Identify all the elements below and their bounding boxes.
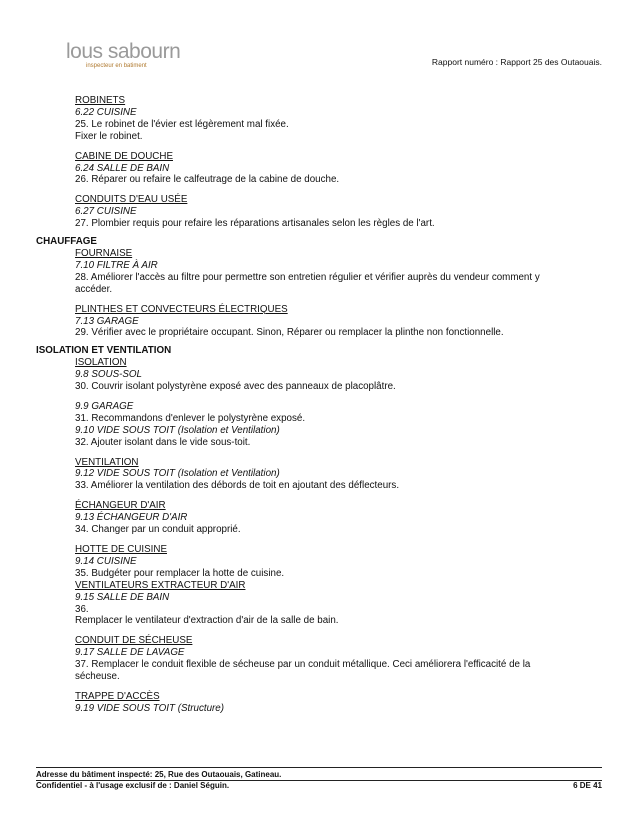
section-item: Remplacer le ventilateur d'extraction d'air de la salle de bain. — [75, 615, 339, 627]
section-ref: 9.19 VIDE SOUS TOIT (Structure) — [75, 702, 224, 714]
section-fournaise — [36, 248, 602, 296]
category-isolation-ventilation: ISOLATION ET VENTILATION — [36, 345, 172, 357]
section-title: VENTILATION — [75, 456, 139, 468]
section-item: 27. Plombier requis pour refaire les réparations artisanales selon les règles de l'art. — [75, 218, 435, 230]
section-item: 28. Améliorer l'accès au filtre pour permettre son entretien régulier et vérifier auprès du vendeur comment y — [75, 271, 540, 283]
report-number: Rapport numéro : Rapport 25 des Outaouais. — [431, 57, 602, 67]
section-title: HOTTE DE CUISINE — [75, 544, 167, 555]
section-hotte-cuisine — [36, 544, 602, 627]
section-ref: 6.27 CUISINE — [75, 206, 137, 218]
section-title: ÉCHANGEUR D'AIR — [75, 500, 166, 512]
section-title: CABINE DE DOUCHE — [75, 150, 173, 162]
footer-address: Adresse du bâtiment inspecté: 25, Rue des Outaouais, Gatineau. — [36, 770, 282, 779]
section-garage-isolation — [36, 401, 602, 449]
section-item: Fixer le robinet. — [75, 130, 143, 142]
section-item: sécheuse. — [75, 671, 120, 683]
section-ref: 9.12 VIDE SOUS TOIT (Isolation et Ventilation) — [75, 468, 280, 480]
page-footer — [36, 767, 602, 791]
section-title: CONDUIT DE SÉCHEUSE — [75, 635, 193, 647]
section-item: 29. Vérifier avec le propriétaire occupant. Sinon, Réparer ou remplacer la plinthe non fonctionnelle. — [75, 327, 504, 339]
logo-tagline: inspecteur en batiment — [86, 63, 147, 69]
section-title: ISOLATION — [75, 357, 127, 369]
section-plinthes — [36, 304, 602, 340]
section-title: VENTILATEURS EXTRACTEUR D'AIR — [75, 579, 246, 591]
company-logo — [66, 40, 186, 76]
section-ref: 9.14 CUISINE — [75, 555, 137, 567]
section-item: 34. Changer par un conduit approprié. — [75, 524, 241, 536]
section-item: 36. — [75, 603, 89, 615]
report-content — [36, 95, 602, 715]
section-title: FOURNAISE — [75, 247, 133, 259]
section-echangeur-air — [36, 500, 602, 536]
page-number: 6 DE 41 — [573, 781, 602, 790]
section-item: accéder. — [75, 283, 113, 295]
section-title: TRAPPE D'ACCÈS — [75, 690, 160, 702]
section-item: 30. Couvrir isolant polystyrène exposé avec des panneaux de placoplâtre. — [75, 381, 396, 393]
section-title: CONDUITS D'EAU USÉE — [75, 194, 188, 206]
section-ref: 6.24 SALLE DE BAIN — [75, 162, 170, 174]
footer-confidential: Confidentiel - à l'usage exclusif de : Daniel Séguin. — [36, 781, 230, 790]
section-item: 37. Remplacer le conduit flexible de sécheuse par un conduit métallique. Ceci améliorera l'efficacité de la — [75, 659, 531, 671]
section-conduits-eau-usee — [36, 194, 602, 230]
logo-wordmark: lous sabourn — [66, 40, 181, 63]
footer-row — [36, 781, 602, 791]
section-ref: 9.10 VIDE SOUS TOIT (Isolation et Ventilation) — [75, 424, 280, 436]
section-item: 32. Ajouter isolant dans le vide sous-toit. — [75, 436, 251, 448]
section-ref: 6.22 CUISINE — [75, 106, 137, 118]
section-item: 31. Recommandons d'enlever le polystyrène exposé. — [75, 412, 306, 424]
section-ref: 9.13 ÉCHANGEUR D'AIR — [75, 512, 188, 524]
section-item: 26. Réparer ou refaire le calfeutrage de la cabine de douche. — [75, 174, 340, 186]
section-trappe-acces — [36, 691, 602, 715]
section-ref: 9.15 SALLE DE BAIN — [75, 591, 170, 603]
category-chauffage: CHAUFFAGE — [36, 236, 97, 248]
section-isolation — [36, 357, 602, 393]
section-item: 33. Améliorer la ventilation des débords de toit en ajoutant des déflecteurs. — [75, 480, 400, 492]
section-title: PLINTHES ET CONVECTEURS ÉLECTRIQUES — [75, 303, 288, 315]
section-ref: 9.17 SALLE DE LAVAGE — [75, 647, 185, 659]
section-ref: 7.13 GARAGE — [75, 315, 139, 327]
section-ref: 9.9 GARAGE — [75, 400, 134, 412]
section-robinets — [36, 95, 602, 143]
section-cabine-douche — [36, 151, 602, 187]
section-conduit-secheuse — [36, 635, 602, 683]
section-item: 35. Budgéter pour remplacer la hotte de cuisine. — [75, 567, 285, 579]
section-ref: 7.10 FILTRE À AIR — [75, 259, 158, 271]
section-ref: 9.8 SOUS-SOL — [75, 369, 142, 381]
section-title: ROBINETS — [75, 95, 126, 106]
section-ventilation — [36, 457, 602, 493]
section-item: 25. Le robinet de l'évier est légèrement mal fixée. — [75, 118, 289, 130]
